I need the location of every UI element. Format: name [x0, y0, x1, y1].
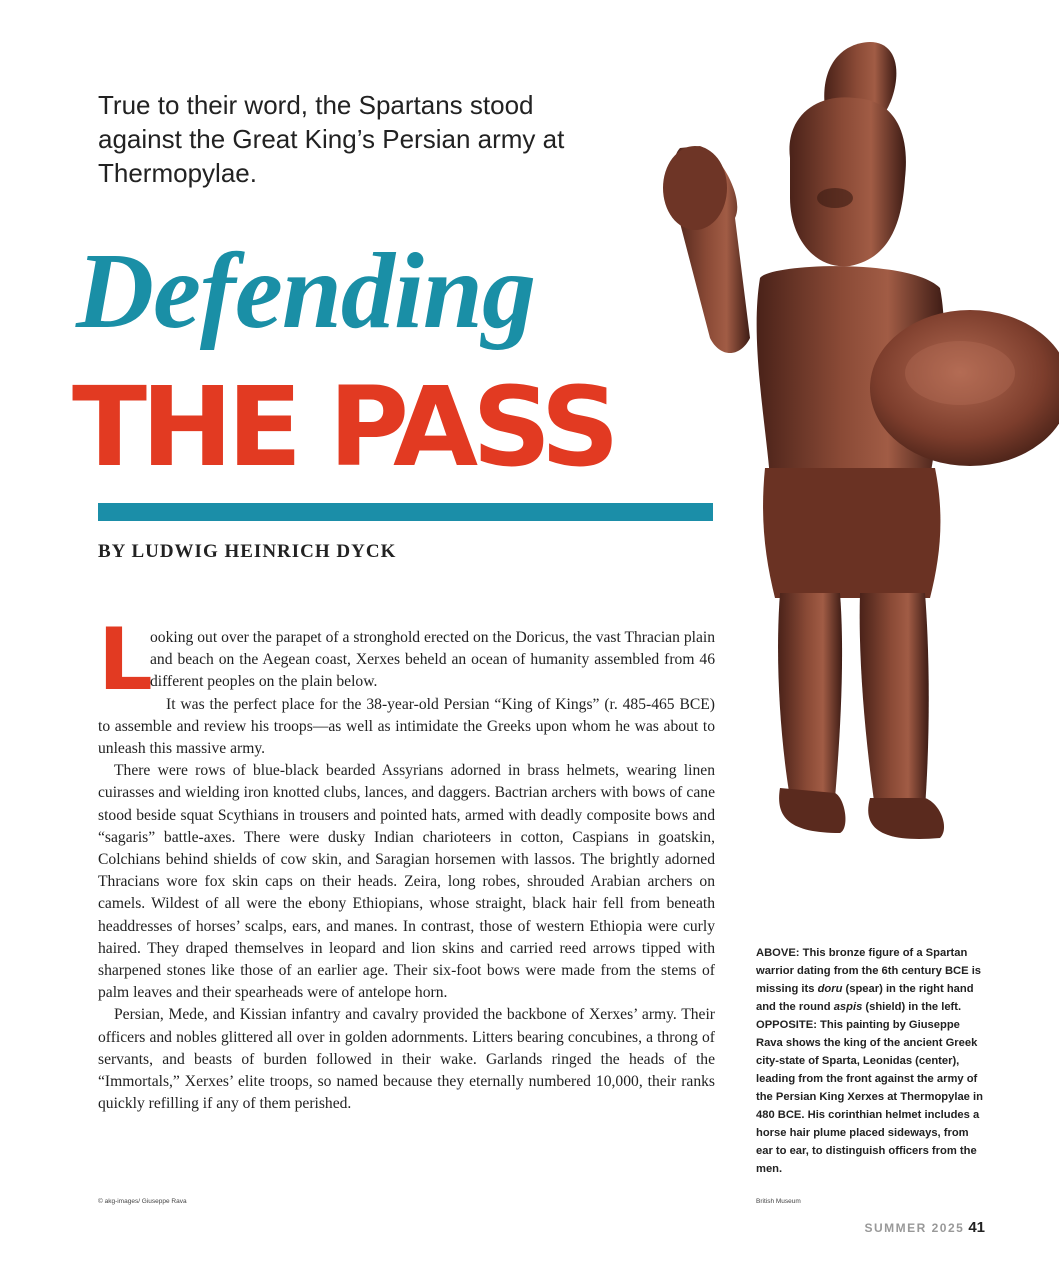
deck-subtitle: True to their word, the Spartans stood against the Great King’s Persian army at Thermopylae.	[98, 90, 565, 188]
image-caption: ABOVE: This bronze figure of a Spartan warrior dating from the 6th century BCE is missing its doru (spear) in the right hand and the round aspis (shield) in the left. OPPOSITE: This painting by Giuseppe Rava shows the king of the ancient Greek city-state of Sparta, Leonidas (center), leading from the front against the army of the Persian King Xerxes at Thermopylae in 480 BCE. His corinthian helmet includes a horse hair plume placed sideways, from ear to ear, to distinguish officers from the men.	[756, 947, 983, 1175]
title-the-pass: THE PASS	[72, 363, 614, 491]
title-rule	[98, 503, 713, 521]
photo-credit-painting: © akg-images/ Giuseppe Rava	[98, 1198, 187, 1205]
page-number: 41	[968, 1219, 985, 1236]
page-folio	[864, 1219, 985, 1236]
dropcap: L	[98, 610, 153, 710]
paragraph-2: It was the perfect place for the 38-year-old Persian “King of Kings” (r. 485-465 BCE) to assemble and review his troops—as well as intimidate the Greeks upon whom he was about to unleash this massive army.	[98, 695, 715, 758]
byline: BY LUDWIG HEINRICH DYCK	[98, 541, 397, 562]
article-body	[98, 610, 715, 1115]
paragraph-3: There were rows of blue-black bearded Assyrians adorned in brass helmets, wearing linen cuirasses and wielding iron knotted clubs, lances, and daggers. Bactrian archers with bows of cane stood beside squat Scythians in trousers and pointed hats, armed with deadly composite bows and “sagaris” battle-axes. There were dusky Indian charioteers in cotton, Caspians in goatskin, Colchians behind shields of cow skin, and Saragian horsemen with lassos. The brightly adorned Thracians wore fox skin caps on their heads. Zeira, long robes, shrouded Arabian archers on camels. Wildest of all were the ebony Ethiopians, whose straight, black hair fell from beneath headdresses of horses’ scalps, ears, and manes. In contrast, those of western Ethiopia were curly haired. They draped themselves in leopard and lion skins and carried reed arrows tipped with sharpened stones like those of an earlier age. Their six-foot bows were made from the stems of palm leaves and their spearheads were of antelope horn.	[98, 762, 715, 1002]
title-defending: Defending	[76, 232, 535, 351]
photo-credit-statue: British Museum	[756, 1198, 801, 1205]
paragraph-4: Persian, Mede, and Kissian infantry and cavalry provided the backbone of Xerxes’ army. Their officers and nobles glittered all over in golden adornments. Litters bearing concubines, a throng of servants, and beasts of burden followed in their wake. Garlands ringed the heads of the “Immortals,” Xerxes’ elite troops, so named because they eternally numbered 10,000, their ranks quickly refilling if any of them perished.	[98, 1006, 715, 1113]
paragraph-1: L ooking out over the parapet of a stronghold erected on the Doricus, the vast Thracian plain and beach on the Aegean coast, Xerxes beheld an ocean of humanity assembled from 46 different peoples on the plain below.	[98, 610, 715, 710]
issue-label: SUMMER 2025	[864, 1221, 965, 1235]
